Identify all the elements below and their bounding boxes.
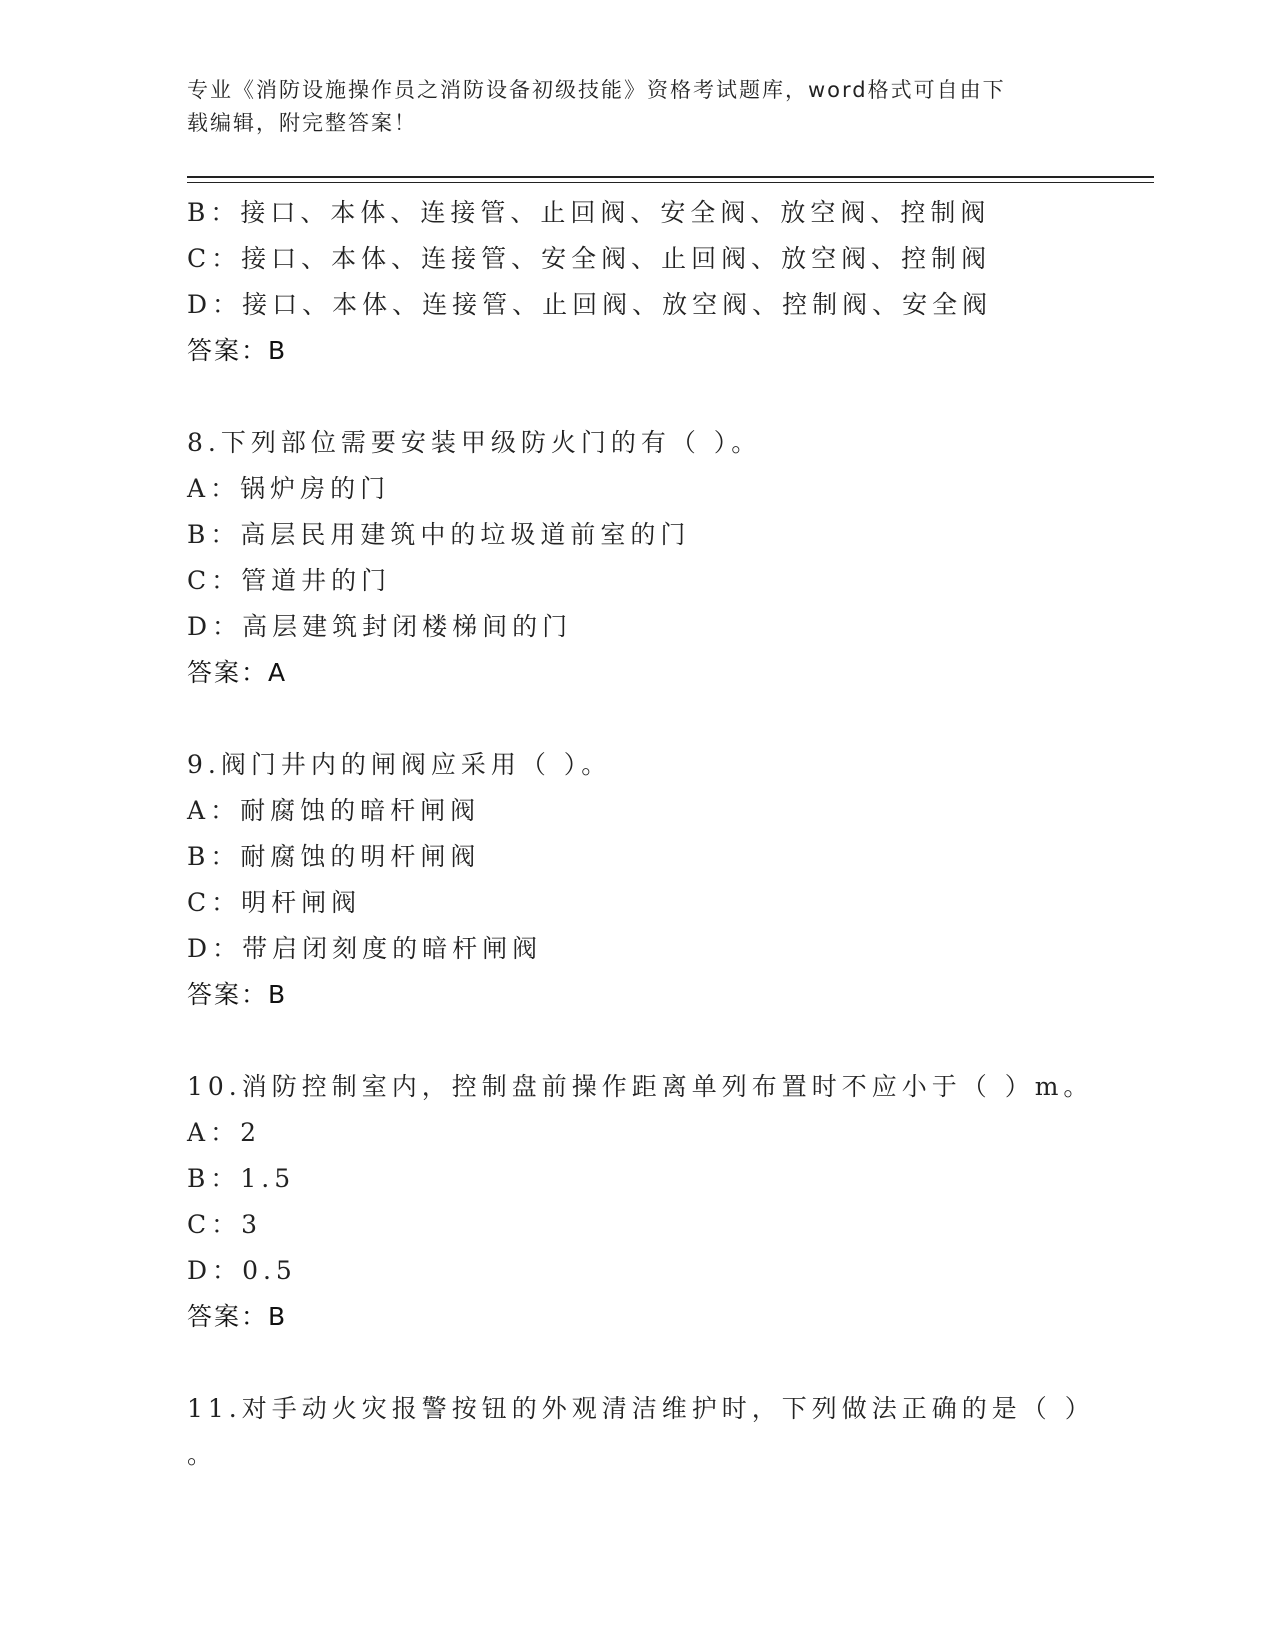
option-letter: B	[187, 1164, 211, 1193]
option-text: 锅炉房的门	[240, 474, 391, 503]
answer-line: 答案：B	[187, 980, 288, 1009]
option-text: 接口、本体、连接管、安全阀、止回阀、放空阀、控制阀	[241, 244, 992, 273]
option-text: 带启闭刻度的暗杆闸阀	[242, 934, 543, 963]
option-letter: D	[187, 612, 213, 641]
option-letter: C	[187, 888, 212, 917]
option-text: 耐腐蚀的暗杆闸阀	[240, 796, 481, 825]
question-10	[187, 1064, 1147, 1340]
option-text: 明杆闸阀	[241, 888, 362, 917]
question-stem: 8.下列部位需要安装甲级防火门的有（ ）。	[187, 428, 762, 457]
option-letter: C	[187, 566, 212, 595]
option-text: 接口、本体、连接管、止回阀、放空阀、控制阀、安全阀	[242, 290, 993, 319]
option-b: B：高层民用建筑中的垃圾道前室的门	[187, 520, 691, 549]
question-11	[187, 1386, 1147, 1478]
option-b: B：耐腐蚀的明杆闸阀	[187, 842, 481, 871]
option-letter: D	[187, 934, 213, 963]
option-text: 高层建筑封闭楼梯间的门	[242, 612, 573, 641]
answer-line: 答案：B	[187, 336, 288, 365]
option-a: A：2	[187, 1118, 261, 1147]
header-divider-thick	[187, 176, 1154, 178]
option-text: 管道井的门	[241, 566, 392, 595]
option-letter: A	[187, 474, 211, 503]
option-letter: B	[187, 842, 211, 871]
option-text: 2	[240, 1118, 261, 1147]
question-content	[187, 190, 1147, 1478]
option-letter: A	[187, 796, 211, 825]
question-8	[187, 420, 1147, 696]
header-divider-thin	[187, 182, 1154, 183]
option-d: D：高层建筑封闭楼梯间的门	[187, 612, 573, 641]
option-letter: B	[187, 520, 211, 549]
option-letter: C	[187, 244, 212, 273]
option-c: C：管道井的门	[187, 566, 392, 595]
option-letter: C	[187, 1210, 212, 1239]
question-stem: 10.消防控制室内，控制盘前操作距离单列布置时不应小于（ ）m。	[187, 1072, 1094, 1101]
question-stem-continued: 。	[187, 1440, 218, 1469]
option-c: C：接口、本体、连接管、安全阀、止回阀、放空阀、控制阀	[187, 244, 992, 273]
option-text: 高层民用建筑中的垃圾道前室的门	[240, 520, 691, 549]
option-a: A：耐腐蚀的暗杆闸阀	[187, 796, 481, 825]
option-text: 1.5	[240, 1164, 296, 1193]
document-header	[187, 74, 1067, 140]
option-c: C：3	[187, 1210, 263, 1239]
option-d: D：带启闭刻度的暗杆闸阀	[187, 934, 543, 963]
option-d: D：接口、本体、连接管、止回阀、放空阀、控制阀、安全阀	[187, 290, 993, 319]
option-letter: D	[187, 1256, 213, 1285]
option-letter: A	[187, 1118, 211, 1147]
option-b: B：1.5	[187, 1164, 296, 1193]
answer-line: 答案：A	[187, 658, 288, 687]
option-letter: B	[187, 198, 211, 227]
option-d: D：0.5	[187, 1256, 297, 1285]
question-7-continued	[187, 190, 1147, 374]
header-line-2: 载编辑，附完整答案！	[187, 111, 417, 135]
header-line-1: 专业《消防设施操作员之消防设备初级技能》资格考试题库，word格式可自由下	[187, 78, 1006, 102]
option-c: C：明杆闸阀	[187, 888, 362, 917]
option-letter: D	[187, 290, 213, 319]
option-b: B：接口、本体、连接管、止回阀、安全阀、放空阀、控制阀	[187, 198, 991, 227]
option-text: 耐腐蚀的明杆闸阀	[240, 842, 481, 871]
option-a: A：锅炉房的门	[187, 474, 391, 503]
question-stem: 9.阀门井内的闸阀应采用（ ）。	[187, 750, 612, 779]
option-text: 接口、本体、连接管、止回阀、安全阀、放空阀、控制阀	[240, 198, 991, 227]
option-text: 0.5	[242, 1256, 297, 1285]
answer-line: 答案：B	[187, 1302, 288, 1331]
question-stem: 11.对手动火灾报警按钮的外观清洁维护时，下列做法正确的是（ ）	[187, 1394, 1095, 1423]
question-9	[187, 742, 1147, 1018]
option-text: 3	[241, 1210, 263, 1239]
